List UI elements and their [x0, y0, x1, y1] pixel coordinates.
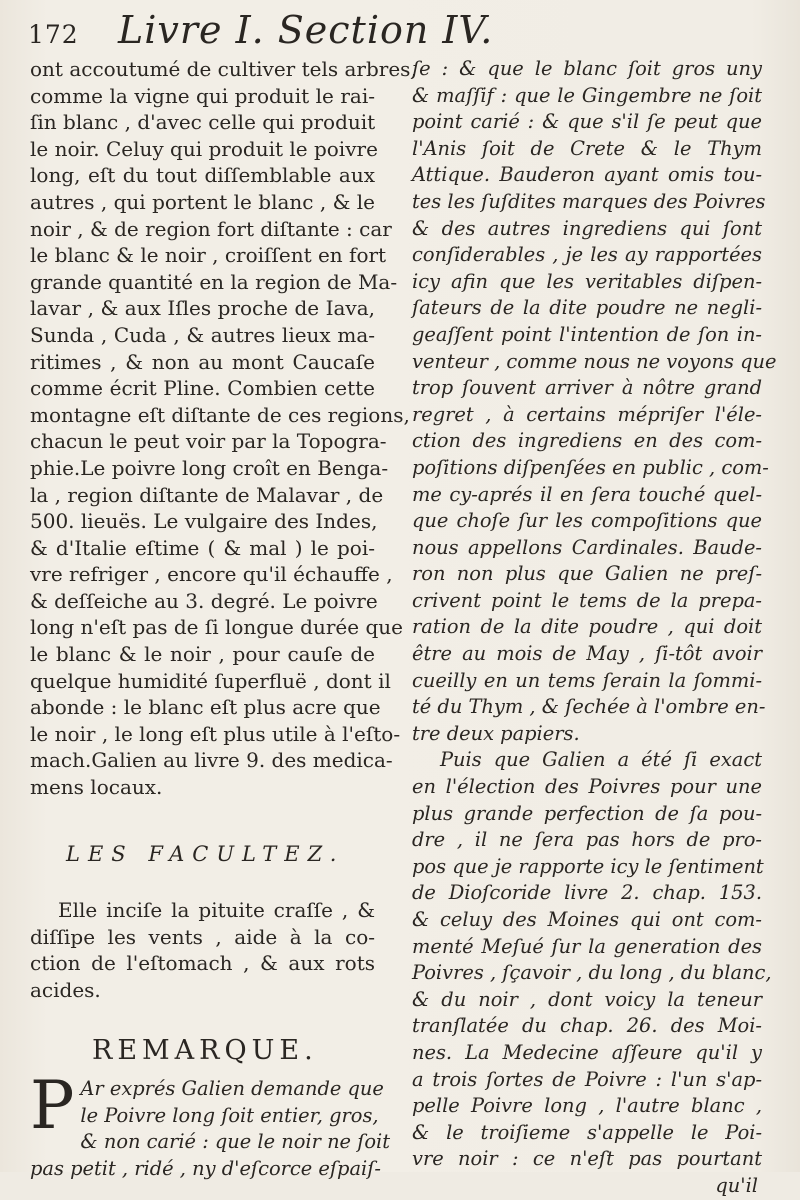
text-line: en l'élection des Poivres pour une: [412, 775, 762, 799]
text-line: té du Thym , & ſechée à l'ombre en-: [412, 695, 766, 719]
catchword: qu'il: [715, 1173, 758, 1197]
text-line: quelque humidité ſuperfluë , dont il: [30, 668, 391, 693]
faculties-paragraph: [30, 897, 375, 1003]
text-line: de Dioſcoride livre 2. chap. 153.: [412, 881, 762, 905]
text-line: cueilly en un tems ſerain la ſommi-: [412, 668, 762, 692]
text-line: & maſſif : que le Gingembre ne ſoit: [412, 83, 762, 107]
text-line: long, eſt du tout diſſemblable aux: [30, 163, 375, 188]
text-line: montagne eſt diſtante de ces regions,: [30, 402, 410, 427]
text-line: diſſipe les vents , aide à la co-: [30, 924, 375, 949]
text-line: ron non plus que Galien ne preſ-: [412, 562, 762, 586]
text-line: a trois ſortes de Poivre : l'un s'ap-: [412, 1067, 762, 1091]
text-line: le blanc & le noir , pour cauſe de: [30, 642, 375, 667]
text-line: mens locaux.: [30, 775, 163, 800]
text-line: comme écrit Pline. Combien cette: [30, 376, 375, 401]
text-line: vre noir : ce n'eſt pas pourtant: [412, 1147, 762, 1171]
text-line: Ar exprés Galien demande que: [80, 1077, 384, 1101]
text-line: conſiderables , je les ay rapportées: [412, 243, 762, 267]
text-line: nous appellons Cardinales. Baude-: [412, 535, 762, 559]
drop-cap-letter: P: [30, 1067, 75, 1145]
text-line: ration de la dite poudre , qui doit: [412, 615, 762, 639]
text-line: & celuy des Moines qui ont com-: [412, 908, 762, 931]
page-number: 172: [28, 20, 79, 49]
text-line: lavar , & aux Iſles proche de Iava,: [30, 296, 375, 321]
text-line: le Poivre long ſoit entier, gros,: [80, 1103, 379, 1127]
right-column: [412, 56, 777, 1200]
text-line: Poivres , ſçavoir , du long , du blanc,: [412, 961, 772, 985]
text-line: trop ſouvent arriver à nôtre grand: [412, 376, 762, 400]
remarque-paragraph: [30, 1067, 391, 1182]
left-paragraph: [30, 56, 417, 801]
text-line: noir , & de region fort diſtante : car: [30, 216, 392, 241]
text-line: point carié : & que s'il ſe peut que: [412, 110, 762, 134]
text-line: geaſſent point l'intention de ſon in-: [412, 322, 762, 346]
faculties-heading: LES FACULTEZ.: [66, 841, 345, 866]
text-line: & du noir , dont voicy la teneur: [412, 987, 762, 1011]
text-line: icy afin que les veritables diſpen-: [412, 269, 762, 293]
text-line: ſe : & que le blanc ſoit gros uny: [412, 57, 762, 80]
text-line: & des autres ingrediens qui ſont: [412, 216, 762, 240]
running-title: Livre I. Section IV.: [118, 8, 494, 52]
text-line: autres , qui portent le blanc , & le: [30, 189, 375, 214]
text-line: & deſſeiche au 3. degré. Le poivre: [30, 588, 378, 613]
text-line: venteur , comme nous ne voyons que: [412, 349, 777, 373]
text-line: Puis que Galien a été ſi exact: [440, 748, 762, 772]
left-column: [30, 56, 417, 1183]
text-line: & non carié : que le noir ne ſoit: [80, 1130, 391, 1154]
text-line: Sunda , Cuda , & autres lieux ma-: [30, 322, 375, 347]
text-line: ont accoutumé de cultiver tels arbres,: [30, 57, 417, 81]
text-line: acides.: [30, 978, 101, 1002]
text-line: vre refriger , encore qu'il échauffe ,: [30, 562, 393, 587]
text-line: mach.Galien au livre 9. des medica-: [30, 748, 393, 773]
text-line: Attique. Bauderon ayant omis tou-: [412, 163, 762, 187]
text-line: pelle Poivre long , l'autre blanc ,: [412, 1094, 762, 1118]
text-line: dre , il ne ſera pas hors de pro-: [412, 828, 762, 852]
text-line: la , region diſtante de Malavar , de: [30, 482, 384, 507]
text-line: plus grande perfection de ſa pou-: [412, 801, 762, 825]
text-line: tranſlatée du chap. 26. des Moi-: [412, 1014, 762, 1038]
text-line: ction des ingrediens en des com-: [412, 429, 762, 453]
text-line: l'Anis ſoit de Crete & le Thym: [412, 136, 762, 160]
text-line: regret , à certains mépriſer l'éle-: [412, 402, 762, 426]
text-line: crivent point le tems de la prepa-: [412, 588, 762, 612]
text-line: nes. La Medecine aſſeure qu'il y: [412, 1040, 762, 1064]
right-paragraph-2: [412, 747, 772, 1173]
text-line: long n'eſt pas de ſi longue durée que: [30, 615, 403, 640]
page-header: [28, 6, 768, 58]
text-line: ction de l'eſtomach , & aux rots: [30, 951, 375, 976]
text-line: poſitions diſpenſées en public , com-: [412, 455, 769, 479]
text-line: me cy-aprés il en ſera touché quel-: [412, 482, 762, 506]
text-line: pas petit , ridé , ny d'eſcorce eſpaiſ-: [30, 1156, 381, 1180]
text-line: & d'Italie eſtime ( & mal ) le poi-: [30, 535, 375, 560]
remarque-heading: REMARQUE.: [92, 1034, 318, 1066]
text-line: chacun le peut voir par la Topogra-: [30, 429, 387, 454]
text-line: être au mois de May , ſi-tôt avoir: [412, 642, 762, 666]
text-line: ſateurs de la dite poudre ne negli-: [412, 296, 762, 320]
text-line: Elle inciſe la pituite craſſe , &: [58, 898, 375, 923]
text-line: menté Meſué ſur la generation des: [412, 934, 762, 958]
text-line: le noir , le long eſt plus utile à l'eſto-: [30, 721, 401, 746]
text-line: grande quantité en la region de Ma-: [30, 269, 398, 294]
text-line: comme la vigne qui produit le rai-: [30, 83, 375, 108]
text-line: que choſe ſur les compoſitions que: [412, 509, 762, 533]
text-line: 500. lieuës. Le vulgaire des Indes,: [30, 509, 378, 534]
text-line: phie.Le poivre long croît en Benga-: [30, 455, 389, 480]
text-line: ritimes , & non au mont Caucaſe: [30, 349, 375, 374]
text-line: tes les ſuſdites marques des Poivres: [412, 189, 766, 213]
right-paragraph-1: [412, 56, 777, 747]
text-line: & le troiſieme s'appelle le Poi-: [412, 1120, 762, 1144]
text-line: abonde : le blanc eſt plus acre que: [30, 695, 381, 720]
text-line: le noir. Celuy qui produit le poivre: [30, 136, 378, 161]
text-line: tre deux papiers.: [412, 721, 580, 745]
text-line: ſin blanc , d'avec celle qui produit: [30, 110, 376, 135]
text-line: le blanc & le noir , croiſſent en fort: [30, 243, 387, 268]
text-line: pos que je rapporte icy le ſentiment: [412, 854, 764, 878]
